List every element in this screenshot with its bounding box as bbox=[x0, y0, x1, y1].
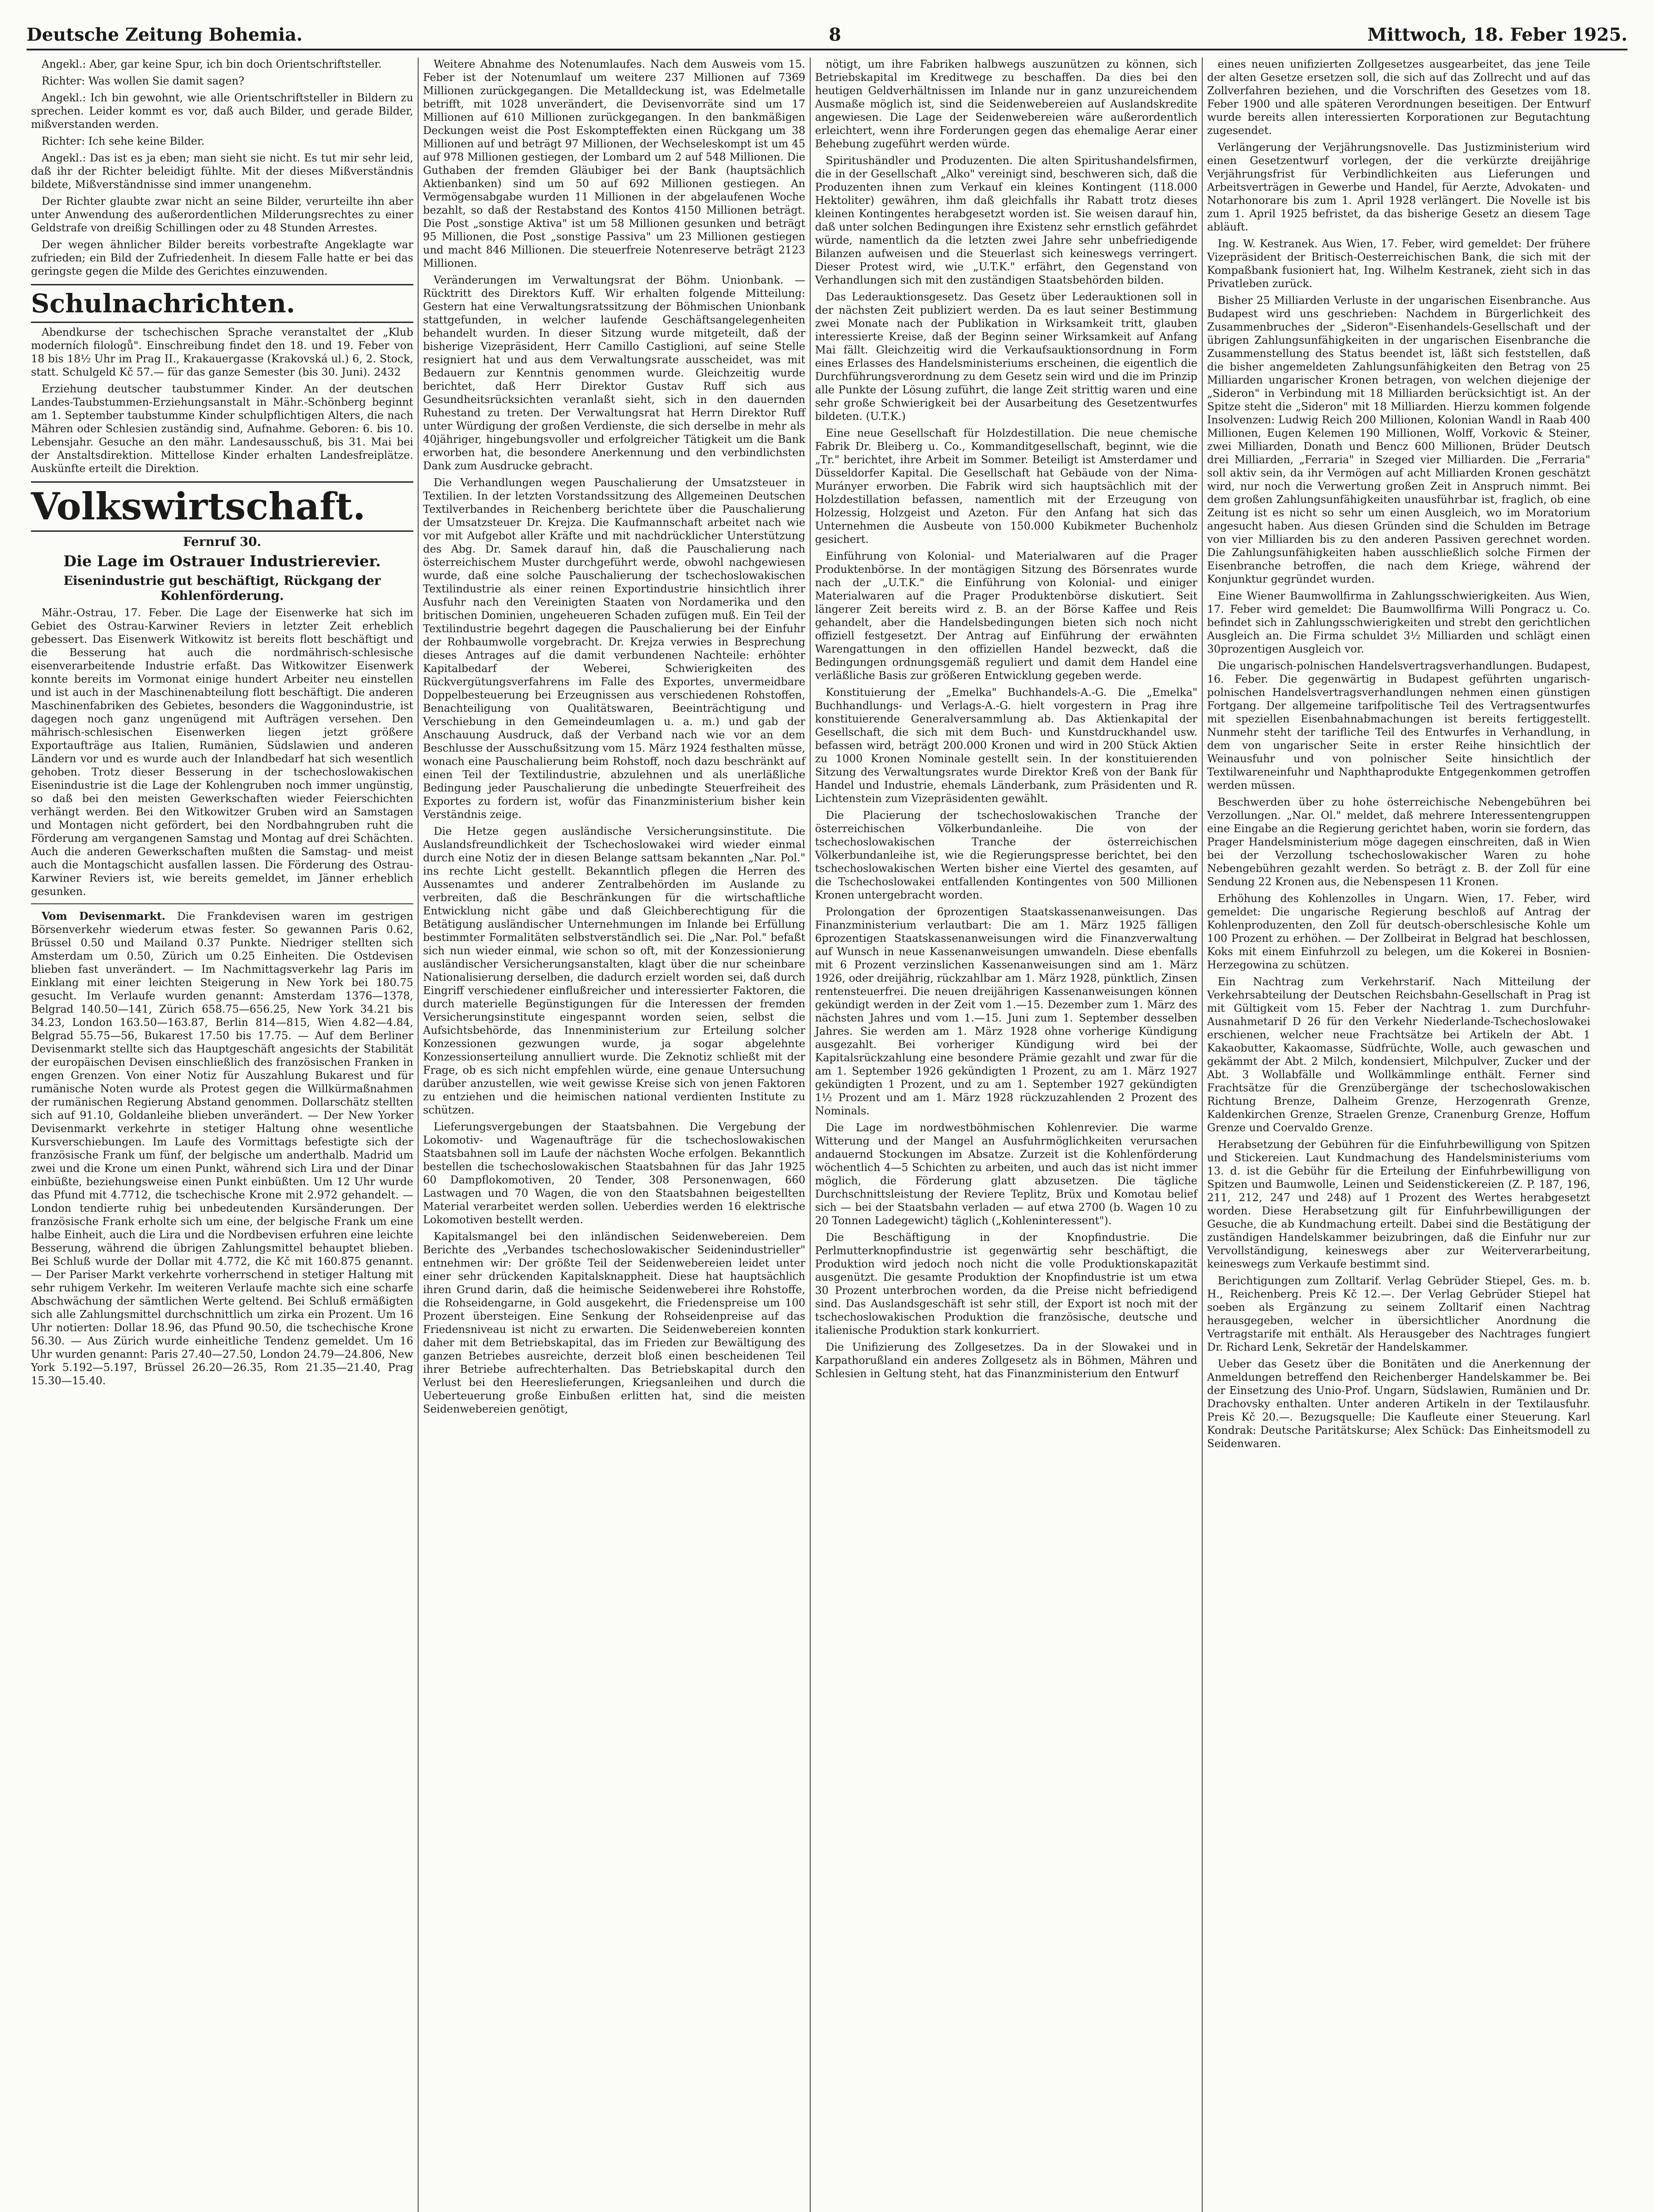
column-1 bbox=[27, 58, 419, 2212]
dialog-line: Richter: Ich sehe keine Bilder. bbox=[42, 135, 205, 147]
court-dialog bbox=[31, 58, 413, 278]
devisen-body: Die Frankdevisen waren im gestrigen Börsenverkehr wiederum etwas fester. So gewannen Paris 0.62, Brüssel 0.50 und Mailand 0.37 Punkte. Niedriger stellten sich Amsterdam um 0.50, Zürich um 0.25 Einheiten. Die Ostdevisen blieben fast unverändert. — Im Nachmittagsverkehr lag Paris im Einklang mit einer leichten Steigerung in New York bei 180.75 gesucht. Im Verlaufe wurden genannt: Amsterdam 1376—1378, Belgrad 140.50—141, Zürich 658.75—656.25, New York 34.21 bis 34.23, London 163.50—163.87, Berlin 814—815, Wien 4.82—4.84, Belgrad 55.75—56, Bukarest 17.50 bis 17.75. — Auf dem Berliner Devisenmarkt stellte sich das Hauptgeschäft angesichts der Stabilität der europäischen Devisen einschließlich des französischen Franken in engen Grenzen. Von einer Notiz für Auszahlung Bukarest und für rumänische Noten wurde als Protest gegen die Willkürmaßnahmen der rumänischen Regierung Abstand genommen. Dollarschätz stellten sich auf 91.10, Goldanleihe blieben unverändert. — Der New Yorker Devisenmarkt verkehrte in stetiger Haltung ohne wesentliche Kursverschiebungen. Im Laufe des Vormittags befestigte sich der französische Frank um fünf, der belgische um anderthalb. Madrid um zwei und die Krone um einen Punkt, während sich Lira und der Dinar einbüßte, beziehungsweise einen Punkt einbüßten. Um 12 Uhr wurde das Pfund mit 4.7712, die tschechische Krone mit 2.972 gehandelt. — London tendierte ruhig bei unbedeutenden Kursänderungen. Der französische Frank erholte sich um eine, der belgische Frank um eine halbe Einheit, auch die Lira und die Nordbevisen erfuhren eine leichte Besserung, während die übrigen Zahlungsmittel behauptet blieben. Bei Schluß wurde der Dollar mit 4.772, die Kč mit 160.875 genannt. — Der Pariser Markt verkehrte vorherrschend in stetiger Haltung mit sehr ruhigem Verkehr. Im weiteren Verlaufe machte sich eine scharfe Abschwächung der sämtlichen Werte geltend. Bei Schluß ermäßigten sich alle Zahlungsmittel durchschnittlich um zirka ein Prozent. Um 16 Uhr notierten: Dollar 18.96, das Pfund 90.50, die tschechische Krone 56.30. — Aus Zürich wurde einheitliche Tendenz gemeldet. Um 16 Uhr wurden genannt: Paris 27.40—27.50, London 24.79—24.806, New York 5.192—5.197, Brüssel 26.20—26.35, Rom 21.35—21.40, Prag 15.30—15.40. bbox=[31, 910, 413, 1387]
news-item: Ein Nachtrag zum Verkehrstarif. Nach Mitteilung der Verkehrsabteilung der Deutschen Reichsbahn-Gesellschaft in Prag ist mit Gültigkeit vom 15. Feber der Nachtrag 1. zum Durchfuhr-Ausnahmetarif D 26 für den Verkehr Niederlande-Tschechoslowakei erschienen, welcher neue Frachtsätze bei Artikeln der Abt. 1 Kakaobutter, Kakaomasse, Südfrüchte, Wolle, auch gewaschen und gekämmt der Abt. 2 Milch, kondensiert, Milchpulver, Zucker und der Abt. 3 Wollabfälle und Wollkämmlinge enthält. Ferner sind Frachtsätze für die Grenzübergänge der tschechoslowakischen Richtung Brenze, Dalheim Grenze, Herzogenrath Grenze, Kaldenkirchen Grenze, Straelen Grenze, Cranenburg Grenze, Hoffum Grenze und Coervaldo Grenze. bbox=[1207, 975, 1590, 1134]
page-number: 8 bbox=[829, 24, 841, 45]
news-item: Eine neue Gesellschaft für Holzdestillation. Die neue chemische Fabrik Dr. Bleiberg u. Co., Kommanditgesellschaft, beginnt, wie die „Tr." berichtet, ihre Arbeit im Sommer. Beteiligt ist Amsterdamer und Düsseldorfer Kapital. Die Gesellschaft hat Gebäude von der Nima-Murányer erworben. Die Fabrik wird sich hauptsächlich mit der Holzdestillation befassen, namentlich mit der Erzeugung von Holzessig, Holzgeist und Azeton. Für den Anfang hat sich das Unternehmen die Ausbeute von 150.000 Kubikmeter Buchenholz gesichert. bbox=[815, 427, 1197, 545]
section-heading-school: Schulnachrichten. bbox=[31, 284, 413, 323]
news-item: Die Hetze gegen ausländische Versicherungsinstitute. Die Auslandsfreundlichkeit der Tschechoslowakei wird wieder einmal durch eine Notiz der in diesen Belange sattsam bekannten „Nar. Pol." ins rechte Licht gestellt. Bekanntlich pflegen die Herren des Aussenamtes und anderer Zentralbehörden im Auslande zu verbreiten, daß die Beschränkungen für die wirtschaftliche Entwicklung nicht gäbe und daß Gleichberechtigung für die Betätigung ausländischer Unternehmungen im Inlande bei Erfüllung bestimmter Formalitäten selbstverständlich sei. Die „Nar. Pol." befaßt sich nun wieder einmal, wie schon so oft, mit der Konzessionierung ausländischer Versicherungsanstalten, klagt über die nur scheinbare Nationalisierung derselben, die dadurch erzielt worden sei, daß durch Eingriff verschiedener einflußreicher und interessierter Faktoren, die durch materielle Begünstigungen für die Interessen der fremden Versicherungsinstitute eingespannt worden seien, selbst die Aufsichtsbehörde, das Innenministerium zur Erteilung solcher Konzessionen gezwungen wurde, ja sogar abgelehnte Konzessionserteilung annulliert wurde. Die Zeknotiz schließt mit der Frage, ob es sich nicht empfehlen würde, eine genaue Untersuchung darüber anzustellen, wie weit gewisse Kreise sich von jenen Faktoren zu entziehen und die heimischen national verdienten Institute zu schützen. bbox=[423, 825, 805, 1116]
dialog-line: Richter: Was wollen Sie damit sagen? bbox=[42, 75, 244, 87]
running-header bbox=[27, 18, 1627, 50]
news-item: Die ungarisch-polnischen Handelsvertragsverhandlungen. Budapest, 16. Feber. Die gegenwärtig in Budapest geführten ungarisch-polnischen Handelsvertragsverhandlungen nehmen einen günstigen Fortgang. Der allgemeine tarifpolitische Teil des Vertragsentwurfes mit speziellen Eisenbahnabmachungen ist bereits fertiggestellt. Nunmehr steht der tarifliche Teil des Entwurfes in Verhandlung, in dem von ungarischer Seite in erster Reihe hinsichtlich der Weinausfuhr und von polnischer Seite hinsichtlich der Textilwareneinfuhr und Naphthaprodukte Entgegenkommen getroffen werden müssen. bbox=[1207, 660, 1590, 791]
masthead-title: Deutsche Zeitung Bohemia. bbox=[27, 24, 303, 45]
column-2 bbox=[419, 58, 811, 2212]
news-item: Kapitalsmangel bei den inländischen Seidenwebereien. Dem Berichte des „Verbandes tschechoslowakischer Seidenindustrieller" entnehmen wir: Der größte Teil der Seidenwebereien leidet unter einer sehr drückenden Kapitalsknappheit. Diese hat hauptsächlich ihren Grund darin, daß die heimische Seidenweberei ihre Rohstoffe, die Rohseidengarne, in Gold ausgekehrt, die Friedenspreise um 100 Prozent übersteigen. Eine Senkung der Rohseidenpreise auf das Friedensniveau ist nicht zu erwarten. Die Seidenwebereien konnten daher mit dem Betriebskapital, das im Frieden zur Bewältigung des ganzen Betriebes ausreichte, derzeit bloß einen bescheidenen Teil ihrer Betriebe aufrechterhalten. Das Betriebskapital durch den Verlust bei den Heereslieferungen, Kriegsanleihen und durch die Ueberteuerung große Einbußen erlitten hat, sind die meisten Seidenwebereien genötigt, bbox=[423, 1230, 805, 1415]
section-subheading: Fernruf 30. bbox=[183, 534, 262, 549]
article-title: Die Lage im Ostrauer Industrierevier. bbox=[63, 553, 381, 570]
news-item: Die Unifizierung des Zollgesetzes. Da in der Slowakei und in Karpathorußland ein anderes Zollgesetz als in Böhmen, Mähren und Schlesien in Geltung steht, hat das Finanzministerium den Entwurf bbox=[815, 1341, 1197, 1380]
issue-date: Mittwoch, 18. Feber 1925. bbox=[1367, 24, 1627, 45]
news-item: Ing. W. Kestranek. Aus Wien, 17. Feber, wird gemeldet: Der frühere Vizepräsident der Britisch-Oesterreichischen Bank, die sich mit der Kompaßbank fusioniert hat, Ing. Wilhelm Kestranek, zieht sich in das Privatleben zurück. bbox=[1207, 238, 1590, 290]
news-item: Die Verhandlungen wegen Pauschalierung der Umsatzsteuer in Textilien. In der letzten Vorstandssitzung des Allgemeinen Deutschen Textilverbandes in Reichenberg berichtete über die Pauschalierung der Umsatzsteuer Dr. Krejza. Die Kaufmannschaft arbeitet nach wie vor mit Aufgebot aller Kräfte und mit nachdrücklicher Unterstützung des Abg. Dr. Samek darauf hin, daß die Pauschalierung nach österreichischem Muster durchgeführt werde, obwohl nachgewiesen wurde, daß eine solche Pauschalierung der tschechoslowakischen Textilindustrie als einer reinen Exportindustrie hinsichtlich ihrer Ausfuhr nach den Vereinigten Staaten von Nordamerika und den britischen Dominien, ungeheueren Schaden zufügen muß. Ein Teil der Textilindustrie begehrt dagegen die Pauschalierung bei der Einfuhr der Rohbaumwolle vorgebracht. Dr. Krejza verwies in Besprechung dieses Antrages auf die damit verbundenen Nachteile: erhöhter Kapitalbedarf der Weberei, Schwierigkeiten des Rückvergütungsverfahrens im Falle des Exportes, unvermeidbare Doppelbesteuerung bei Erzeugnissen aus verschiedenen Rohstoffen, Benachteiligung von Qualitätswaren, Beeinträchtigung und Verschiebung in den Gemeindeumlagen u. a. m.) und gab der Anschauung Ausdruck, daß der Verband nach wie vor an dem Beschlusse der Ausschußsitzung vom 15. März 1924 festhalten müsse, wonach eine Pauschalierung beim Rohstoff, noch dazu beschränkt auf einen Teil der Textilindustrie, abzulehnen und als unerläßliche Bedingung jeder Pauschalierung die unbedingte Steuerfreiheit des Exportes zu fordern ist, wofür das Finanzministerium bisher kein Verständnis zeige. bbox=[423, 476, 805, 821]
news-item: Weitere Abnahme des Notenumlaufes. Nach dem Ausweis vom 15. Feber ist der Notenumlauf um weitere 237 Millionen auf 7369 Millionen zurückgegangen. Die Metalldeckung ist, was Edelmetalle betrifft, mit 1028 unverändert, die Devisenvorräte sind um 17 Millionen auf 610 Millionen zurückgegangen. In den bankmäßigen Deckungen weist die Post Eskompteffekten einen Rückgang um 38 Millionen auf und beträgt 97 Millionen, der Wechseleskompt ist um 45 auf 978 Millionen gestiegen, der Lombard um 2 auf 548 Millionen. Die Guthaben der fremden Gläubiger bei der Bank (hauptsächlich Aktienbanken) sind um 50 auf 692 Millionen gestiegen. An Vermögensabgabe wurden 11 Millionen in der abgelaufenen Woche bezahlt, so daß der Restabstand des Kontos 4150 Millionen beträgt. Die Post „sonstige Aktiva" ist um 58 Millionen gesunken und beträgt 95 Millionen, die Post „sonstige Passiva" um 23 Millionen gestiegen und macht 846 Millionen. Die steuerfreie Notenreserve beträgt 2123 Millionen. bbox=[423, 58, 805, 269]
news-item: Verlängerung der Verjährungsnovelle. Das Justizministerium wird einen Gesetzentwurf vorlegen, der die verkürzte dreijährige Verjährungsfrist für Verbindlichkeiten aus Lieferungen und Arbeitsverträgen in Gewerbe und Handel, für Aerzte, Advokaten- und Notarhonorare bis zum 1. April 1928 verlängert. Die Novelle ist bis zum 1. April 1925 befristet, da das bisherige Gesetz an diesem Tage abläuft. bbox=[1207, 141, 1590, 233]
news-item: Das Lederauktionsgesetz. Das Gesetz über Lederauktionen soll in der nächsten Zeit publiziert werden. Da es laut seiner Bestimmung zwei Monate nach der Publikation in Wirksamkeit tritt, glauben interessierte Kreise, daß der Beginn seiner Wirksamkeit auf Anfang Mai fällt. Gleichzeitig wird die Verkaufsauktionsordnung in Form eines Erlasses des Handelsministeriums erscheinen, die eigentlich die Durchführungsverordnung zu dem Gesetz sein wird und die im Prinzip alle Punkte der Lösung zuführt, die lange Zeit strittig waren und eine sehr große Schwierigkeit bei der Ausarbeitung des Gesetzentwurfes bildeten. (U.T.K.) bbox=[815, 291, 1197, 422]
news-item: nötigt, um ihre Fabriken halbwegs auszunützen zu können, sich Betriebskapital im Kreditwege zu beschaffen. Da dies bei den heutigen Geldverhältnissen im Inlande nur in ganz unzureichendem Ausmaße möglich ist, sind die Seidenwebereien auf Auslandskredite angewiesen. Die Lage der Seidenwebereien wäre außerordentlich erleichtert, wenn ihre Forderungen gegen das ehemalige Aerar einer Behebung zugeführt werden würde. bbox=[815, 58, 1197, 150]
divider bbox=[31, 903, 413, 904]
news-item: Die Beschäftigung in der Knopfindustrie. Die Perlmutterknopfindustrie ist gegenwärtig sehr beschäftigt, die Produktion wird jedoch noch nicht die volle Produktionskapazität ausgenützt. Die gesamte Produktion der Knopfindustrie ist um etwa 30 Prozent unterbrochen worden, da die Preise nicht befriedigend sind. Das Auslandsgeschäft ist sehr still, der Export ist noch mit der tschechoslowakischen Produktion die französische, deutsche und italienische Produktion stark konkurriert. bbox=[815, 1231, 1197, 1336]
dialog-line: Angekl.: Aber, gar keine Spur, ich bin doch Orientschriftsteller. bbox=[42, 58, 382, 70]
dialog-line: Der Richter glaubte zwar nicht an seine Bilder, verurteilte ihn aber unter Anwendung des außerordentlichen Milderungsrechtes zu einer Geldstrafe von dreißig Schillingen oder zu 48 Stunden Arrestes. bbox=[31, 195, 413, 234]
news-item: Veränderungen im Verwaltungsrat der Böhm. Unionbank. — Rücktritt des Direktors Kuff. Wir erhalten folgende Mitteilung: Gestern hat eine Verwaltungsratssitzung der Böhmischen Unionbank stattgefunden, in welcher laufende Geschäftsangelegenheiten behandelt wurden. In dieser Sitzung wurde mitgeteilt, daß der bisherige Vizepräsident, Herr Camillo Castiglioni, auf seine Stelle resigniert hat und aus dem Verwaltungsrate ausscheidet, was mit Bedauern zur Kenntnis genommen wurde. Gleichzeitig wurde berichtet, daß Herr Direktor Gustav Ruff sich aus Gesundheitsrücksichten veranlaßt sieht, sich in den dauernden Ruhestand zu treten. Der Verwaltungsrat hat Herrn Direktor Ruff unter Würdigung der großen Verdienste, die sich derselbe in mehr als 40jähriger, hingebungsvoller und erfolgreicher Tätigkeit um die Bank erworben hat, die besondere Anerkennung und den verbindlichsten Dank zum Ausdrucke gebracht. bbox=[423, 274, 805, 472]
news-item: Eine Wiener Baumwollfirma in Zahlungsschwierigkeiten. Aus Wien, 17. Feber wird gemeldet: Die Baumwollfirma Willi Pongracz u. Co. befindet sich in Zahlungsschwierigkeiten und strebt den gerichtlichen Ausgleich an. Die Firma schuldet 3½ Milliarden und schlägt einen 30prozentigen Ausgleich vor. bbox=[1207, 590, 1590, 655]
school-notice: Erziehung deutscher taubstummer Kinder. An der deutschen Landes-Taubstummen-Erziehungsanstalt in Mähr.-Schönberg beginnt am 1. September taubstumme Kinder schulpflichtigen Alters, die nach Mähren oder Schlesien zuständig sind, Aufnahme. Geboren: 6. bis 10. Lebensjahr. Gesuche an den mähr. Landesausschuß, bis 31. Mai bei der Anstaltsdirektion. Mittellose Kinder erhalten Landesfreiplätze. Auskünfte erteilt die Direktion. bbox=[31, 383, 413, 475]
school-notice: Abendkurse der tschechischen Sprache veranstaltet der „Klub moderních filologů". Einschreibung findet den 18. und 19. Feber von 18 bis 18½ Uhr im Prag II., Krakauergasse (Krakovská ul.) 6, 2. Stock, statt. Schulgeld Kč 57.— für das ganze Semester (bis 30. Juni). 2432 bbox=[31, 326, 413, 378]
news-item: Berichtigungen zum Zolltarif. Verlag Gebrüder Stiepel, Ges. m. b. H., Reichenberg. Preis Kč 12.—. Der Verlag Gebrüder Stiepel hat soeben als Ergänzung zu seinem Zolltarif einen Nachtrag herausgegeben, welcher in übersichtlicher Anordnung die Vertragstarife mit enthält. Als Herausgeber des Nachtrages fungiert Dr. Richard Lenk, Sekretär der Handelskammer. bbox=[1207, 1275, 1590, 1353]
news-item: Lieferungsvergebungen der Staatsbahnen. Die Vergebung der Lokomotiv- und Wagenaufträge für die tschechoslowakischen Staatsbahnen soll im Laufe der nächsten Woche erfolgen. Bekanntlich bestellen die tschechoslowakischen Staatsbahnen für das Jahr 1925 60 Dampflokomotiven, 20 Tender, 308 Personenwagen, 660 Lastwagen und 70 Wagen, die von den Staatsbahnen beigestellten Material verarbeitet werden sollen. Ueberdies werden 16 elektrische Lokomotiven bestellt werden. bbox=[423, 1121, 805, 1226]
dialog-line: Der wegen ähnlicher Bilder bereits vorbestrafte Angeklagte war zufrieden; ein Bild der Zufriedenheit. In diesem Falle hatte er bei das geringste gegen die Milde des Gerichtes einzuwenden. bbox=[31, 238, 413, 277]
article-subtitle: Eisenindustrie gut beschäftigt, Rückgang der Kohlenförderung. bbox=[63, 573, 381, 603]
newspaper-page bbox=[27, 18, 1627, 2212]
devisen-heading: Vom Devisenmarkt. bbox=[42, 910, 165, 922]
news-item: Prolongation der 6prozentigen Staatskassenanweisungen. Das Finanzministerium verlautbart: Die am 1. März 1925 fälligen 6prozentigen Staatskassenanweisungen wird die Finanzverwaltung auf Wunsch in neue Kassenanweisungen umwandeln. Diese ebenfalls mit 6 Prozent verzinslichen Kassenanweisungen sind am 1. März 1926, oder dreijährig, rückzahlbar am 1. März 1928, pünktlich, Zinsen rentensteuerfrei. Die neuen dreijährigen Kassenanweisungen können gekündigt werden in der Zeit vom 1.—15. Dezember zum 1. März des nächsten Jahres und vom 1.—15. Juni zum 1. September desselben Jahres. Sie werden am 1. März 1928 ohne vorherige Kündigung ausgezahlt. Bei vorheriger Kündigung wird bei der Kapitalsrückzahlung eine besondere Prämie gezahlt und zwar für die am 1. September 1926 gekündigten 1 Prozent, zu am 1. März 1927 gekündigten 1 Prozent, und zu am 1. September 1927 gekündigten 1½ Prozent und am 1. März 1928 rückzuzahlenden 2 Prozent des Nominals. bbox=[815, 906, 1197, 1117]
news-item: Erhöhung des Kohlenzolles in Ungarn. Wien, 17. Feber, wird gemeldet: Die ungarische Regierung beschloß auf Antrag der Kohlenproduzenten, den Zoll für deutsch-oberschlesische Kohle um 100 Prozent zu erhöhen. — Der Zollbeirat in Belgrad hat beschlossen, Koks mit einem Einfuhrzoll zu belegen, um die Kokerei in Bosnien-Herzegowina zu schützen. bbox=[1207, 892, 1590, 971]
columns bbox=[27, 58, 1627, 2212]
news-item: Bisher 25 Milliarden Verluste in der ungarischen Eisenbranche. Aus Budapest wird uns geschrieben: Nachdem in Bürgerlichkeit des Zusammenbruches der „Sideron"-Eisenhandels-Gesellschaft und der übrigen Zahlungsunfähigkeiten in der ungarischen Eisenbranche die Zusammenstellung des Status beendet ist, läßt sich feststellen, daß die bisher angemeldeten Zahlungsunfähigkeiten den Betrag von 25 Milliarden ungarischer Kronen betragen, von welchen diejenige der „Sideron" in Verbindung mit 18 Milliarden berücksichtigt ist. An der Spitze steht die „Sideron" mit 18 Milliarden. Hierzu kommen folgende Insolvenzen: Ludwig Reich 200 Millionen, Kolonian Wandl in Raab 400 Millionen, Eugen Kelemen 190 Millionen, Wolff, Vorkovic & Steiner, zwei Milliarden, Donath und Bencz 600 Millionen, Brüder Deutsch drei Milliarden, „Ferraria" in Szeged vier Milliarden. Die „Ferraria" soll aktiv sein, da ihr Vermögen auf acht Milliarden Kronen geschätzt wird, nur noch die Verwertung großen Zeit in Anspruch nimmt. Bei dem großen Zahlungsunfähigkeiten unausführbar ist, fraglich, ob eine Zeitung ist es nicht so sehr um einen Ausgleich, wo im Moratorium angesucht haben. Aus diesen Gründen sind die Schulden im Betrage von vier Milliarden bis zu den anderen Passiven gerechnet worden. Die Zahlungsunfähigkeiten haben ausschließlich solche Firmen der Eisenbranche betroffen, die nach dem Kriege, während der Konjunktur gegründet wurden. bbox=[1207, 294, 1590, 585]
news-item: Konstituierung der „Emelka" Buchhandels-A.-G. Die „Emelka" Buchhandlungs- und Verlags-A.-G. hielt vorgestern in Prag ihre konstituierende Generalversammlung ab. Das Aktienkapital der Gesellschaft, die sich mit dem Buch- und Kunstdruckhandel usw. befassen wird, beträgt 200.000 Kronen und wird in 200 Stück Aktien zu 1000 Kronen Nominale gestellt sein. In der konstituierenden Sitzung des Verwaltungsrates wurde Direktor Kreß von der Bank für Handel und Industrie, ehemals Länderbank, zum Präsidenten und R. Lichtenstein zum Vizepräsidenten gewählt. bbox=[815, 686, 1197, 805]
news-item: Beschwerden über zu hohe österreichische Nebengebühren bei Verzollungen. „Nar. Ol." meldet, daß mehrere Interessentengruppen eine Eingabe an die Regierung gerichtet haben, worin sie fordern, das Prager Handelsministerium möge dagegen einschreiten, daß in Wien bei der Verzollung tschechoslowakischer Waren zu hohe Nebengebühren gezahlt werden. So beträgt z. B. der Zoll für eine Sendung 22 Kronen aus, die Nebenspesen 11 Kronen. bbox=[1207, 796, 1590, 888]
news-item: Die Placierung der tschechoslowakischen Tranche der österreichischen Völkerbundanleihe. Die von der tschechoslowakischen Tranche der österreichischen Völkerbundanleihe ist, wie die Regierungspresse berichtet, bei den tschechoslowakischen Werten bisher eine Viertel des gesamten, auf die Tschechoslowakei entfallenden Kontingentes von 500 Millionen Kronen untergebracht worden. bbox=[815, 809, 1197, 901]
dialog-line: Angekl.: Ich bin gewohnt, wie alle Orientschriftsteller in Bildern zu sprechen. Leider kommt es vor, daß auch Bilder, und gerade Bilder, mißverstanden werden. bbox=[31, 92, 413, 131]
column-4 bbox=[1203, 58, 1595, 2212]
section-heading-economy: Volkswirtschaft. bbox=[31, 481, 413, 532]
news-item: Herabsetzung der Gebühren für die Einfuhrbewilligung von Spitzen und Stickereien. Laut Kundmachung des Handelsministeriums vom 13. d. ist die Gebühr für die Erteilung der Einfuhrbewilligung von Spitzen und Baumwolle, Leinen und Seidenstickereien (Z. P. 187, 196, 211, 212, 247 und 248) auf 1 Prozent des Wertes herabgesetzt worden. Diese Herabsetzung gilt für Einfuhrbewilligungen der Gesuche, die ab Kundmachung erteilt. Dabei sind die Bestätigung der zuständigen Handelskammer beizubringen, daß die Einfuhr nur zur Vervollständigung, keineswegs aber zur Weiterverarbeitung, keineswegs zum Verkaufe bestimmt sind. bbox=[1207, 1138, 1590, 1270]
news-item: eines neuen unifizierten Zollgesetzes ausgearbeitet, das jene Teile der alten Gesetze ersetzen soll, die sich auf das Zollrecht und auf das Zollverfahren beziehen, und die Vorschriften des Gesetzes vom 18. Feber 1900 und alle späteren Verordnungen beseitigen. Der Entwurf wurde bereits allen interessierten Korporationen zur Begutachtung zugesendet. bbox=[1207, 58, 1590, 137]
news-item: Spiritushändler und Produzenten. Die alten Spiritushandelsfirmen, die in der Gesellschaft „Alko" vereinigt sind, beschweren sich, daß die Produzenten ihnen zum Verkauf ein kleines Kontingent (118.000 Hektoliter) gewähren, ihm daß gleichfalls ihr Rabatt trotz dieses kleinen Kontingentes herabgesetzt worden ist. Sie weisen darauf hin, daß unter solchen Bedingungen ihre Existenz sehr ernstlich gefährdet würde, namentlich da die letzten zwei Jahre sehr unbefriedigende Bilanzen aufweisen und die Steuerlast sich keineswegs verringert. Dieser Protest wird, wie „U.T.K." erfährt, den Gegenstand von Verhandlungen sich mit den zuständigen Staatsbehörden bilden. bbox=[815, 154, 1197, 286]
dialog-line: Angekl.: Das ist es ja eben; man sieht sie nicht. Es tut mir sehr leid, daß ihr der Richter beleidigt fühlte. Mit der dieses Mißverständnis bildete, Mißverständnisse sind immer unangenehm. bbox=[31, 152, 413, 191]
news-item: Einführung von Kolonial- und Materialwaren auf die Prager Produktenbörse. In der montägigen Sitzung des Börsenrates wurde nach der „U.T.K." die Einführung von Kolonial- und einiger Materialwaren auf die Prager Produktenbörse diskutiert. Seit längerer Zeit bereits wird z. B. an der Börse Kaffee und Reis gehandelt, aber die Handelsbedingungen bieten sich noch nicht offiziell festgesetzt. Der Antrag auf Einführung der erwähnten Warengattungen in den offiziellen Handel bezweckt, daß die Bedingungen ordnungsgemäß reguliert und damit dem Handel eine verläßliche Basis zur größeren Entwicklung gegeben werde. bbox=[815, 550, 1197, 682]
news-item: Ueber das Gesetz über die Bonitäten und die Anerkennung der Anmeldungen betreffend den Reichenberger Handelskammer be. Bei der Einsetzung des Unio-Prof. Ungarn, Südslawien, Rumänien und Dr. Drachovsky enthalten. Unter anderen Artikeln in der Textilausfuhr. Preis Kč 20.—. Bezugsquelle: Die Kaufleute einer Steuerung. Karl Kondrak: Deutsche Paritätskurse; Alex Schück: Das Einheitsmodell zu Seidenwaren. bbox=[1207, 1358, 1590, 1450]
column-3 bbox=[811, 58, 1203, 2212]
article-body: Mähr.-Ostrau, 17. Feber. Die Lage der Eisenwerke hat sich im Gebiet des Ostrau-Karwiner Reviers in letzter Zeit erheblich gebessert. Das Eisenwerk Witkowitz ist bereits flott beschäftigt und die Besserung hat auch die nordmährisch-schlesische eisenverarbeitende Industrie erfaßt. Das Witkowitzer Eisenwerk konnte bereits im Vormonat einige hundert Arbeiter neu einstellen und ist auch in der Maschinenabteilung flott beschäftigt. Die anderen Maschinenfabriken des Gebietes, besonders die Waggonindustrie, ist dagegen noch ganz ungenügend mit Aufträgen versehen. Den mährisch-schlesischen Eisenwerken liegen jetzt größere Exportaufträge aus Italien, Rumänien, Südslawien und anderen Ländern vor und es wurde auch der Inlandbedarf hat sich wesentlich gehoben. Trotz dieser Besserung in der tschechoslowakischen Eisenindustrie ist die Lage der Kohlengruben noch immer ungünstig, so daß bei den meisten Gewerkschaften wieder Feierschichten verhängt werden. Bei den Witkowitzer Gruben wird an Samstagen und Montagen nicht gefördert, bei den Nordbahngruben ruht die Förderung am vergangenen Samstag und Montag auf drei Schächten. Auch die anderen Gewerkschaften mußten die Samstag- und meist auch die Montagschicht ausfallen lassen. Die Förderung des Ostrau-Karwiner Reviers ist, wie bereits gemeldet, im Jänner erheblich gesunken. bbox=[31, 607, 413, 898]
news-item: Die Lage im nordwestböhmischen Kohlenrevier. Die warme Witterung und der Mangel an Ausfuhrmöglichkeiten verursachen andauernd Stockungen im Absatze. Zurzeit ist die Kohlenförderung wöchentlich 4—5 Schichten zu arbeiten, und auch das ist nicht immer möglich, die Förderung glatt abzusetzen. Die tägliche Durchschnittsleistung der Reviere Teplitz, Brüx und Komotau belief sich — bei der Staatsbahn verladen — auf etwa 2700 (b. Wagen 10 zu 20 Tonnen Ladegewicht) täglich („Kohleninteressent"). bbox=[815, 1121, 1197, 1227]
